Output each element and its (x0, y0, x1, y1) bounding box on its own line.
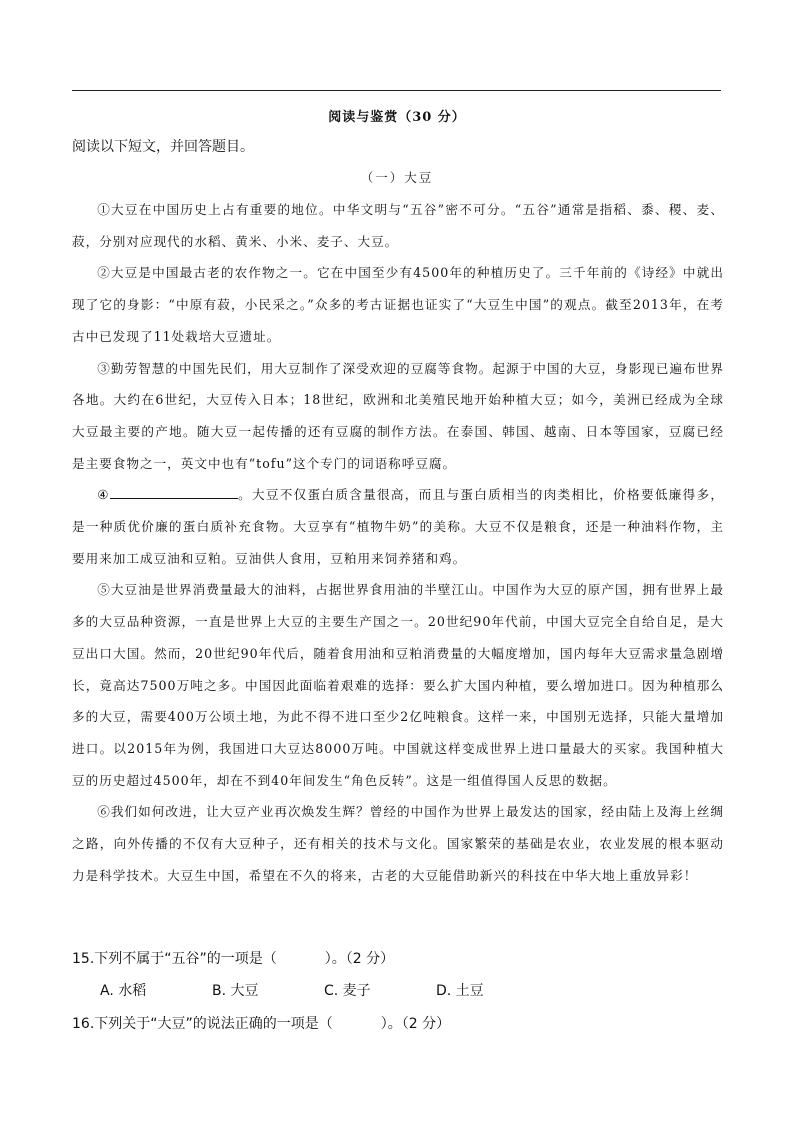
fill-in-blank[interactable] (110, 484, 238, 499)
instruction-text: 阅读以下短文，并回答题目。 (72, 139, 254, 155)
paragraph-3: ③勤劳智慧的中国先民们，用大豆制作了深受欢迎的豆腐等食物。起源于中国的大豆，身影现已遍布世界各地。大约在6世纪，大豆传入日本；18世纪，欧洲和北美殖民地开始种植大豆；如今，美洲已经成为全球大豆最主要的产地。随大豆一起传播的还有豆腐的制作方法。在泰国、韩国、越南、日本等国家，豆腐已经是主要食物之一，英文中也有“tofu”这个专门的词语称呼豆腐。 (72, 360, 724, 471)
paragraph-4-text: 。大豆不仅蛋白质含量很高，而且与蛋白质相当的肉类相比，价格要低廉得多，是一种质优价廉的蛋白质补充食物。大豆享有“植物牛奶”的美称。大豆不仅是粮食，还是一种油料作物，主要用来加工成豆油和豆粕。豆油供人食用，豆粕用来饲养猪和鸡。 (72, 487, 724, 566)
option-c[interactable]: C. 麦子 (324, 983, 371, 999)
paragraph-4 (72, 479, 724, 574)
question-15-stem: 15.下列不属于“五谷”的一项是（ (72, 951, 277, 967)
paragraph-1: ①大豆在中国历史上占有重要的地位。中华文明与“五谷”密不可分。“五谷”通常是指稻、黍、稷、麦、菽，分别对应现代的水稻、黄米、小米、麦子、大豆。 (72, 202, 724, 249)
paragraph-2: ②大豆是中国最古老的农作物之一。它在中国至少有4500年的种植历史了。三千年前的《诗经》中就出现了它的身影：“中原有菽，小民采之。”众多的考古证据也证实了“大豆生中国”的观点。截至2013年，在考古中已发现了11处栽培大豆遗址。 (72, 265, 724, 344)
question-16-stem: 16.下列关于“大豆”的说法正确的一项是（ (72, 1016, 333, 1032)
question-16-points: ）。（2 分） (380, 1016, 451, 1032)
article-title: （一）大豆 (360, 170, 434, 185)
header-rule (72, 90, 721, 91)
option-d[interactable]: D. 土豆 (436, 983, 484, 999)
question-15 (72, 948, 394, 968)
paragraph-6: ⑥我们如何改进，让大豆产业再次焕发生辉？曾经的中国作为世界上最发达的国家，经由陆上及海上丝绸之路，向外传播的不仅有大豆种子，还有相关的技术与文化。国家繁荣的基础是农业，农业发展的根本驱动力是科学技术。大豆生中国，希望在不久的将来，古老的大豆能借助新兴的科技在中华大地上重放异彩！ (72, 804, 724, 883)
paragraph-4-number: ④ (97, 487, 110, 503)
paragraph-5: ⑤大豆油是世界消费量最大的油料，占据世界食用油的半壁江山。中国作为大豆的原产国，拥有世界上最多的大豆品种资源，一直是世界上大豆的主要生产国之一。20世纪90年代前，中国大豆完全自给自足，是大豆出口大国。然而，20世纪90年代后，随着食用油和豆粕消费量的大幅度增加，国内每年大豆需求量急剧增长，竟高达7500万吨之多。中国因此面临着艰难的选择：要么扩大国内种植，要么增加进口。因为种植那么多的大豆，需要400万公顷土地，为此不得不进口至少2亿吨粮食。这样一来，中国别无选择，只能大量增加进口。以2015年为例，我国进口大豆达8000万吨。中国就这样变成世界上进口量最大的买家。我国种植大豆的历史超过4500年，却在不到40年间发生“角色反转”。这是一组值得国人反思的数据。 (72, 582, 724, 788)
section-title: 阅读与鉴赏（30 分） (328, 110, 466, 125)
question-15-options (100, 980, 548, 1000)
question-15-points: ）。（2 分） (324, 951, 395, 967)
option-b[interactable]: B. 大豆 (212, 983, 259, 999)
question-16 (72, 1013, 450, 1033)
article-body (72, 194, 724, 891)
option-a[interactable]: A. 水稻 (100, 983, 147, 999)
